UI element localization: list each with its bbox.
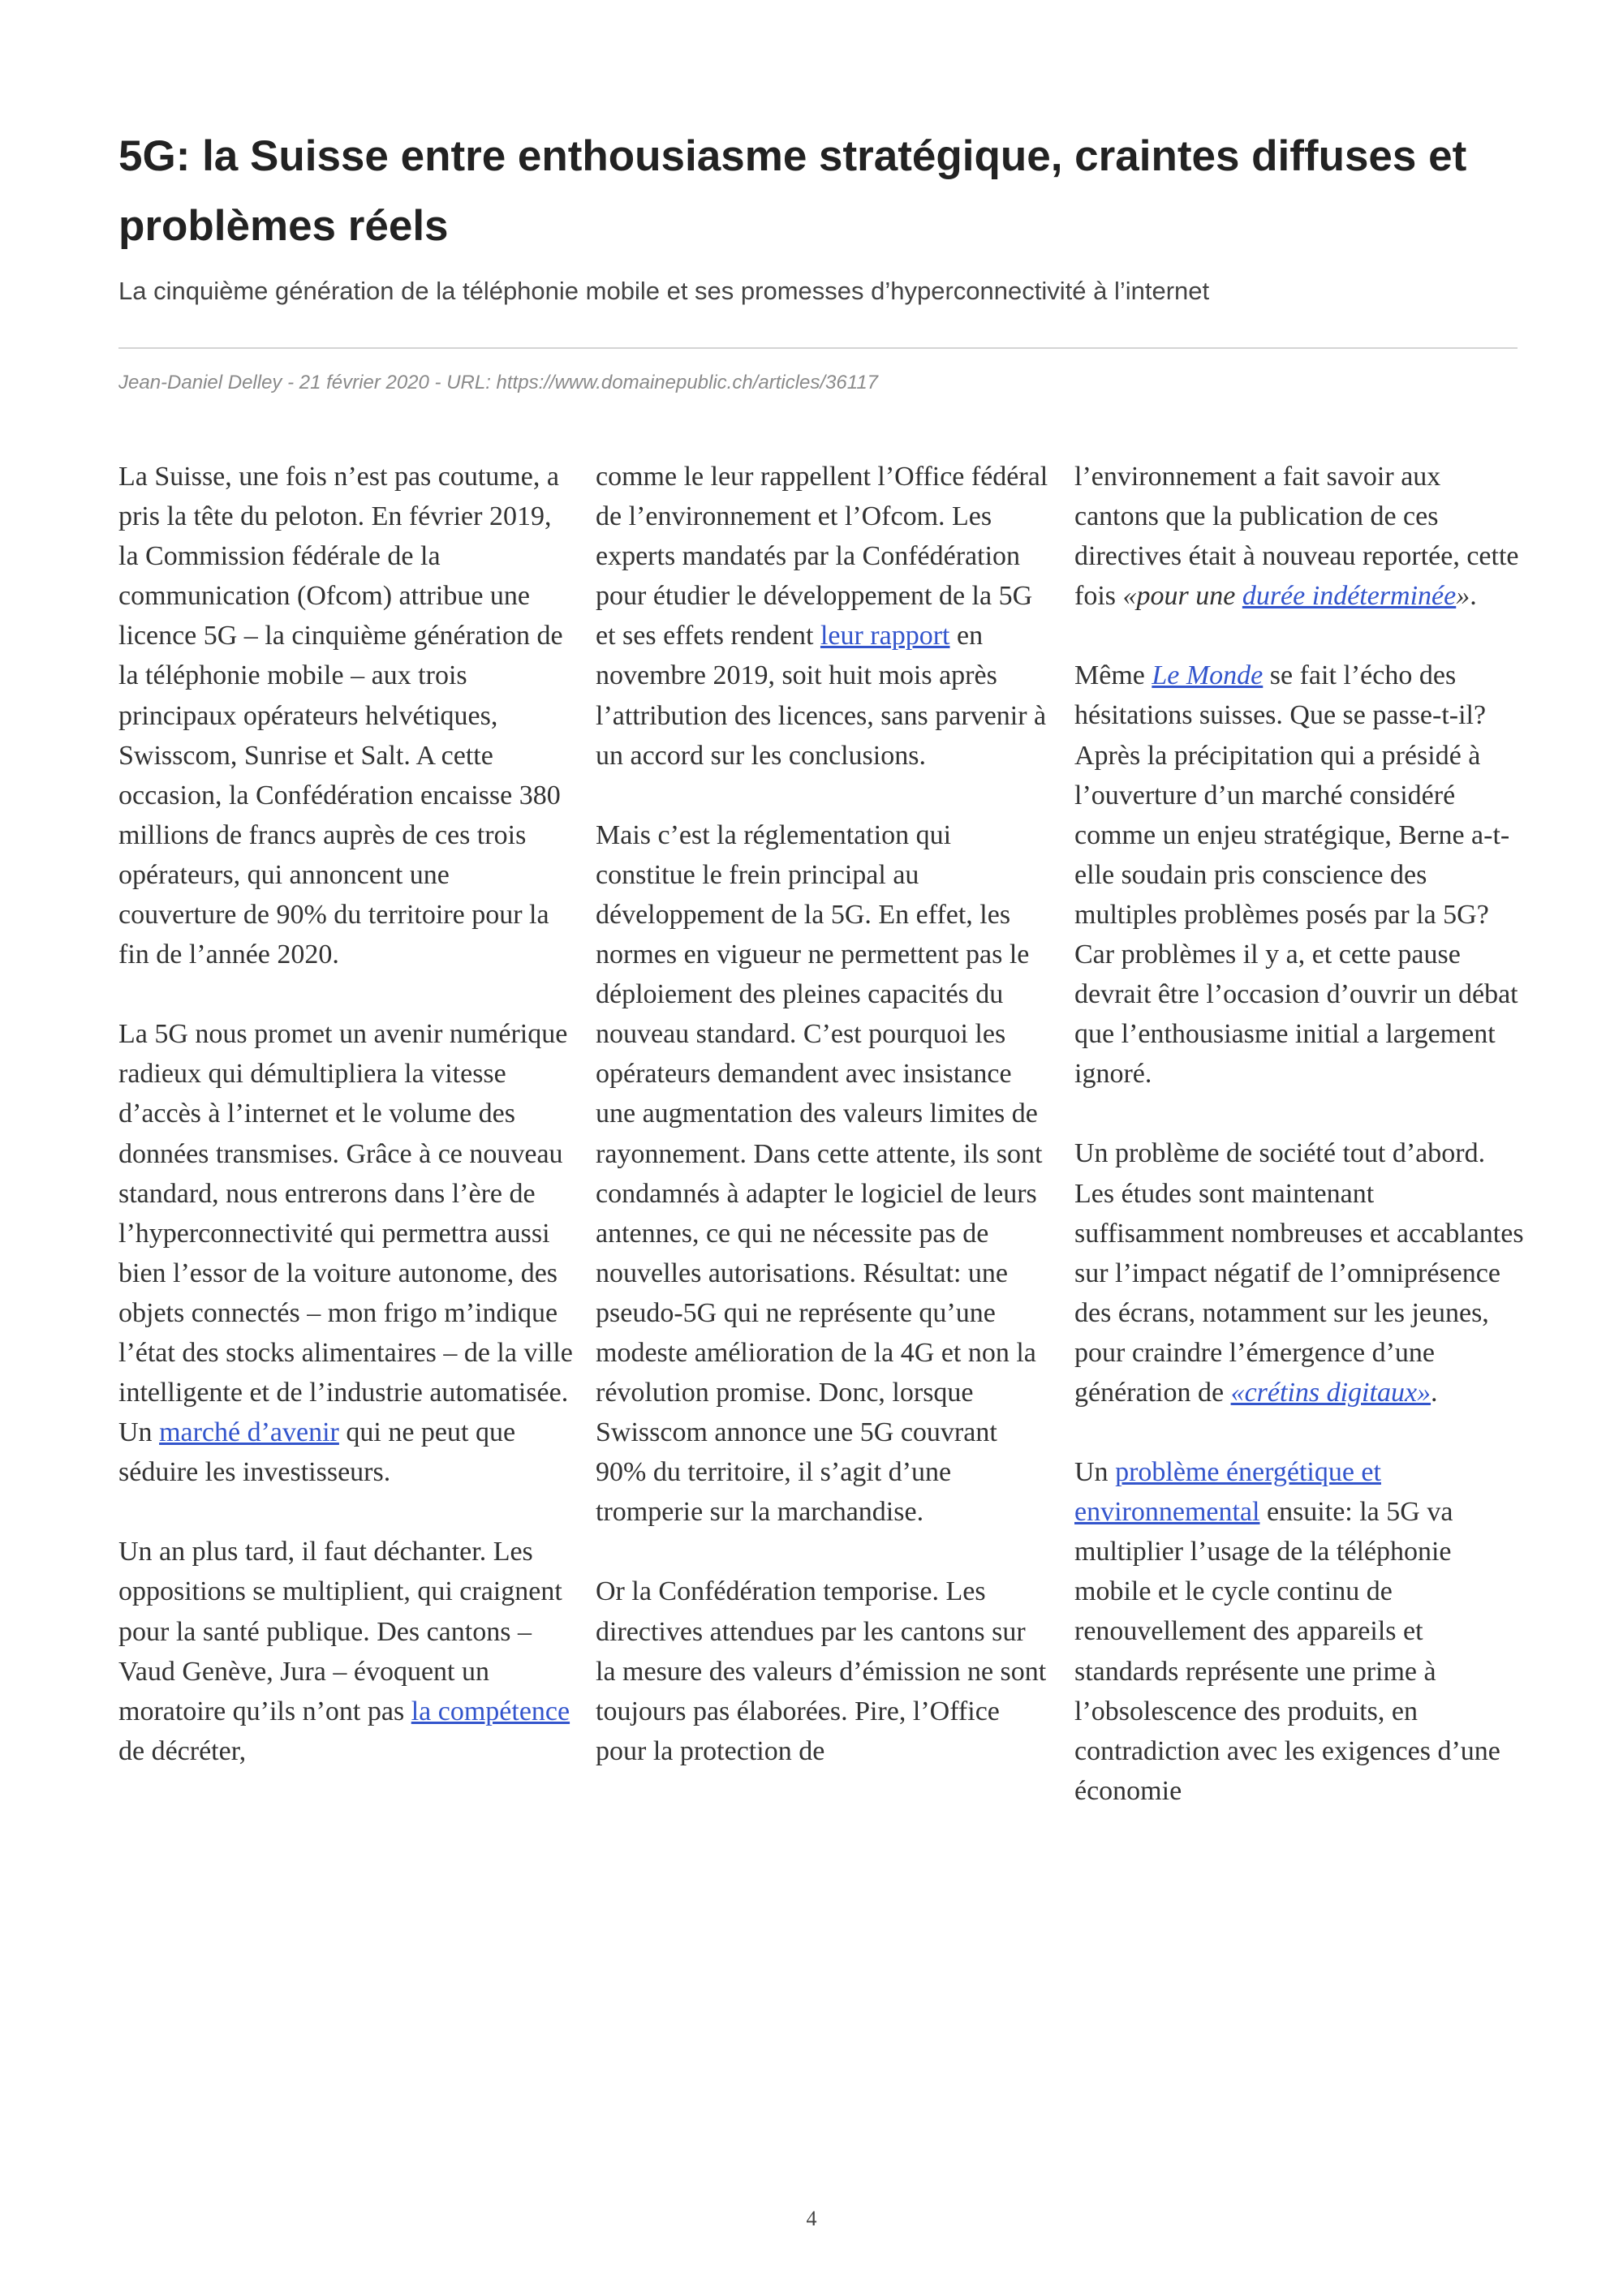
article-meta: Jean-Daniel Delley - 21 février 2020 - URL: https://www.domainepublic.ch/articles/36117 xyxy=(118,372,879,393)
paragraph xyxy=(596,815,1050,1533)
paragraph-text: Un xyxy=(1074,1457,1116,1488)
link-probleme-energetique[interactable]: problème énergétique et environnemental xyxy=(1074,1457,1381,1528)
paragraph-text: en novembre 2019, soit huit mois après l’attribution des licences, sans parvenir à un accord sur les conclusions. xyxy=(596,621,1047,771)
paragraph-text: Même xyxy=(1074,660,1152,691)
paragraph xyxy=(1074,1452,1529,1811)
header-divider xyxy=(118,347,1518,349)
column-2 xyxy=(596,457,1050,1771)
paragraph-text: Un an plus tard, il faut déchanter. Les oppositions se multiplient, qui craignent pour la santé publique. Des cantons – Vaud Genève, Jura – évoquent un moratoire qu’ils n’ont pas xyxy=(118,1537,562,1726)
article-subtitle: La cinquième génération de la téléphonie mobile et ses promesses d’hyperconnectivité à l’internet xyxy=(118,277,1210,305)
link-le-monde[interactable]: Le Monde xyxy=(1152,660,1264,691)
paragraph-text: de décréter, xyxy=(118,1735,247,1766)
link-leur-rapport[interactable]: leur rapport xyxy=(820,621,950,651)
paragraph xyxy=(118,457,573,974)
quote xyxy=(1123,581,1470,611)
column-1 xyxy=(118,457,573,1771)
paragraph-text: Mais c’est la réglementation qui constitue le frein principal au développement de la 5G. En effet, les normes en vigueur ne permettent pas le déploiement des pleines capacités du nouveau standard. C’est pourquoi les opérateurs demandent avec insistance une augmentation des valeurs limites de rayonnement. Dans cette attente, ils sont condamnés à adapter le logiciel de leurs antennes, ce qui ne nécessite pas de nouvelles autorisations. Résultat: une pseudo-5G qui ne représente qu’une modeste amélioration de la 4G et non la révolution promise. Donc, lorsque Swisscom annonce une 5G couvrant 90% du territoire, il s’agit d’une tromperie sur la marchandise. xyxy=(596,819,1043,1528)
paragraph xyxy=(118,1014,573,1492)
link-cretins-digitaux[interactable]: «crétins digitaux» xyxy=(1230,1377,1431,1408)
paragraph-text: . xyxy=(1431,1377,1438,1408)
paragraph xyxy=(1074,457,1529,616)
paragraph-text: qui ne peut que séduire les investisseurs. xyxy=(118,1417,516,1488)
paragraph-text: l’environnement a fait savoir aux cantons que la publication de ces directives était à nouveau reportée, cette fois xyxy=(1074,462,1519,612)
paragraph-text: comme le leur rappellent l’Office fédéral de l’environnement et l’Ofcom. Les experts mandatés par la Confédération pour étudier le développement de la 5G et ses effets rendent xyxy=(596,462,1048,651)
link-duree-indeterminee[interactable]: durée indéterminée xyxy=(1242,581,1457,612)
paragraph-text: ensuite: la 5G va multiplier l’usage de la téléphonie mobile et le cycle continu de renouvellement des appareils et standards représente une prime à l’obsolescence des produits, en contradiction avec les exigences d’une économie xyxy=(1074,1497,1500,1806)
paragraph xyxy=(596,457,1050,776)
paragraph-text: La 5G nous promet un avenir numérique radieux qui démultipliera la vitesse d’accès à l’internet et le volume des données transmises. Grâce à ce nouveau standard, nous entrerons dans l’ère de l’hyperconnectivité qui permettra aussi bien l’essor de la voiture autonome, des objets connectés – mon frigo m’indique l’état des stocks alimentaires – de la ville intelligente et de l’industrie automatisée. Un xyxy=(118,1019,573,1448)
paragraph xyxy=(118,1532,573,1771)
link-la-competence[interactable]: la compétence xyxy=(411,1696,570,1726)
quote-text: «pour une xyxy=(1122,581,1242,612)
paragraph-text: Un problème de société tout d’abord. Les études sont maintenant suffisamment nombreuses et accablantes sur l’impact négatif de l’omniprésence des écrans, notamment sur les jeunes, pour craindre l’émergence d’une génération de xyxy=(1074,1138,1524,1408)
article-title: 5G: la Suisse entre enthousiasme stratégique, craintes diffuses et problèmes réels xyxy=(118,132,1467,250)
paragraph-text: se fait l’écho des hésitations suisses. Que se passe-t-il? Après la précipitation qui a présidé à l’ouverture d’un marché considéré comme un enjeu stratégique, Berne a-t-elle soudain pris conscience des multiples problèmes posés par la 5G? Car problèmes il y a, et cette pause devrait être l’occasion d’ouvrir un débat que l’enthousiasme initial a largement ignoré. xyxy=(1074,660,1518,1090)
page-number: 4 xyxy=(806,2207,817,2230)
quote-close: » xyxy=(1456,581,1470,612)
paragraph xyxy=(1074,656,1529,1094)
link-marche-davenir[interactable]: marché d’avenir xyxy=(159,1417,339,1448)
column-3 xyxy=(1074,457,1529,1811)
paragraph-text: Or la Confédération temporise. Les directives attendues par les cantons sur la mesure des valeurs d’émission ne sont toujours pas élaborées. Pire, l’Office pour la protection de xyxy=(596,1576,1047,1766)
paragraph-text: La Suisse, une fois n’est pas coutume, a pris la tête du peloton. En février 2019, la Commission fédérale de la communication (Ofcom) attribue une licence 5G – la cinquième génération de la téléphonie mobile – aux trois principaux opérateurs helvétiques, Swisscom, Sunrise et Salt. A cette occasion, la Confédération encaisse 380 millions de francs auprès de ces trois opérateurs, qui annoncent une couverture de 90% du territoire pour la fin de l’année 2020. xyxy=(118,462,563,970)
paragraph xyxy=(596,1572,1050,1770)
paragraph xyxy=(1074,1133,1529,1412)
paragraph-text: . xyxy=(1470,581,1477,612)
